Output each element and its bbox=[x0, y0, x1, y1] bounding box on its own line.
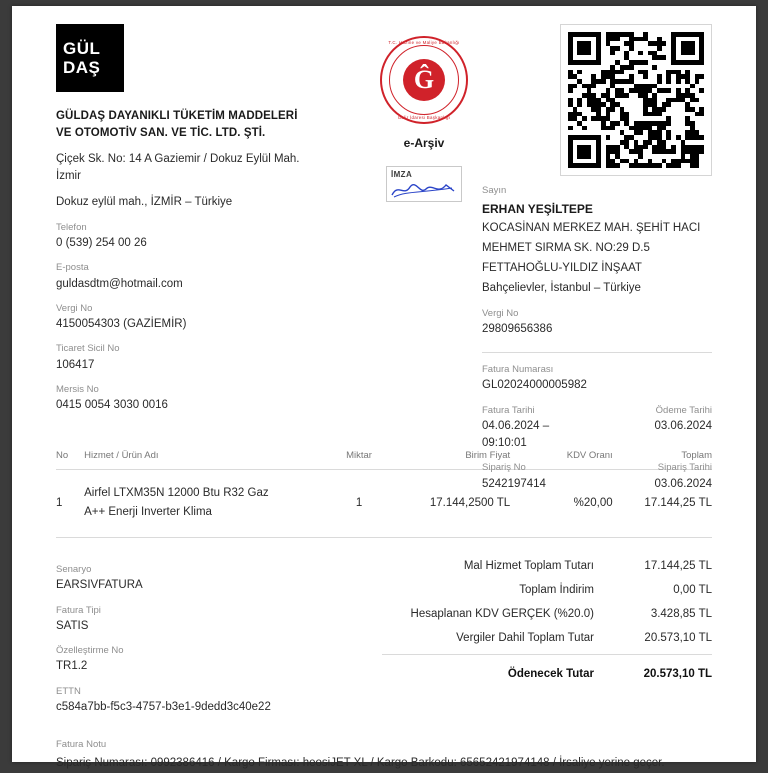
invoice-date-value: 04.06.2024 – 09:10:01 bbox=[482, 419, 550, 449]
payment-date-field bbox=[597, 404, 712, 453]
signature-scribble-icon bbox=[390, 179, 456, 199]
buyer-address-line-2: MEHMET SIRMA SK. NO:29 D.5 bbox=[482, 242, 650, 255]
earsiv-caption: e-Arşiv bbox=[403, 136, 445, 150]
cell-name-line-2: A++ Enerji Inverter Klima bbox=[84, 505, 212, 518]
col-header-qty: Miktar bbox=[322, 450, 396, 470]
cell-name-line-1: Airfel LTXM35N 12000 Btu R32 Gaz bbox=[84, 487, 269, 500]
customization-label: Özelleştirme No bbox=[56, 645, 124, 657]
invoice-meta-block bbox=[56, 554, 356, 716]
invoice-number-value: GL02024000005982 bbox=[482, 379, 587, 392]
seller-address-line-2: Dokuz eylül mah., İZMİR – Türkiye bbox=[56, 196, 233, 209]
invoice-note-text: Sipariş Numarası: 0992386416 / Kargo Firması: heosiJET XL / Kargo Barkodu: 65652421974148 / İrsaliye yerine geçer. bbox=[56, 757, 665, 770]
invoice-type-value: SATIS bbox=[56, 619, 89, 632]
customization-field bbox=[56, 644, 356, 676]
col-header-unit-price: Birim Fiyat bbox=[396, 450, 510, 470]
buyer-name: ERHAN YEŞİLTEPE bbox=[482, 202, 593, 217]
order-date-label: Sipariş Tarihi bbox=[657, 462, 712, 474]
total-row-goods bbox=[382, 554, 712, 578]
invoice-page bbox=[12, 6, 756, 770]
cell-no: 1 bbox=[56, 470, 84, 538]
seal-arc-bottom-text: Gelir İdaresi Başkanlığı bbox=[397, 115, 451, 120]
seller-mersis-field bbox=[56, 383, 306, 415]
scenario-value: EARSIVFATURA bbox=[56, 579, 143, 592]
seller-trade-registry-value: 106417 bbox=[56, 358, 95, 371]
customization-value: TR1.2 bbox=[56, 660, 88, 673]
seal-center-glyph: Ĝ bbox=[403, 59, 445, 101]
scenario-label: Senaryo bbox=[56, 564, 92, 576]
earsiv-block bbox=[324, 24, 524, 202]
signature-label: İMZA bbox=[391, 170, 413, 179]
total-row-with-tax bbox=[382, 626, 712, 650]
total-label-goods: Mal Hizmet Toplam Tutarı bbox=[463, 560, 594, 573]
order-row bbox=[482, 461, 712, 493]
qr-code bbox=[560, 24, 712, 176]
seller-mersis-value: 0415 0054 3030 0016 bbox=[56, 399, 168, 412]
total-label-vat: Hesaplanan KDV GERÇEK (%20.0) bbox=[410, 608, 594, 621]
seller-name: GÜLDAŞ DAYANIKLI TÜKETİM MADDELERİ VE OTOMOTİV SAN. VE TİC. LTD. ŞTİ. bbox=[56, 110, 298, 140]
total-value-vat: 3.428,85 TL bbox=[650, 608, 712, 621]
seller-trade-registry-label: Ticaret Sicil No bbox=[56, 343, 120, 355]
gib-seal-icon bbox=[380, 36, 468, 124]
scenario-field bbox=[56, 563, 356, 595]
buyer-tax-label: Vergi No bbox=[482, 307, 519, 319]
seller-mersis-label: Mersis No bbox=[56, 383, 99, 395]
seller-tax-label: Vergi No bbox=[56, 302, 93, 314]
invoice-dates-row bbox=[482, 404, 712, 453]
buyer-tax-field bbox=[482, 307, 712, 339]
totals-divider bbox=[382, 654, 712, 655]
cell-unit-price: 17.144,2500 TL bbox=[396, 470, 510, 538]
seller-phone-value: 0 (539) 254 00 26 bbox=[56, 237, 147, 250]
totals-block bbox=[382, 554, 712, 686]
ettn-value: c584a7bb-f5c3-4757-b3e1-9dedd3c40e22 bbox=[56, 700, 271, 713]
order-no-value: 5242197414 bbox=[482, 477, 546, 490]
seller-email-label: E-posta bbox=[56, 262, 89, 274]
invoice-date-field bbox=[482, 404, 597, 453]
order-date-field bbox=[597, 461, 712, 493]
qr-block bbox=[542, 24, 712, 176]
total-value-with-tax: 20.573,10 TL bbox=[644, 632, 712, 645]
total-row-discount bbox=[382, 578, 712, 602]
buyer-address-line-4: Bahçelievler, İstanbul – Türkiye bbox=[482, 281, 641, 294]
buyer-tax-value: 29809656386 bbox=[482, 322, 553, 335]
buyer-salutation-label: Sayın bbox=[482, 185, 507, 196]
col-header-vat-rate: KDV Oranı bbox=[510, 450, 612, 470]
seller-trade-registry-field bbox=[56, 342, 306, 374]
invoice-number-field bbox=[482, 363, 712, 395]
buyer-address-line-3: FETTAHOĞLU-YILDIZ İNŞAAT bbox=[482, 261, 642, 274]
seller-tax-field bbox=[56, 302, 306, 334]
invoice-note-block bbox=[56, 738, 712, 773]
order-no-label: Sipariş No bbox=[482, 462, 526, 474]
buyer-address-line-1: KOCASİNAN MERKEZ MAH. ŞEHİT HACI bbox=[482, 222, 701, 235]
signature-stamp bbox=[386, 166, 462, 202]
cell-name bbox=[84, 470, 322, 538]
cell-qty: 1 bbox=[322, 470, 396, 538]
logo-line-1: GÜL bbox=[63, 38, 101, 58]
seller-email-field bbox=[56, 261, 306, 293]
col-header-name: Hizmet / Ürün Adı bbox=[84, 450, 322, 470]
seller-email-value: guldasdtm@hotmail.com bbox=[56, 277, 183, 290]
total-row-vat bbox=[382, 602, 712, 626]
ettn-field bbox=[56, 685, 356, 717]
total-label-with-tax: Vergiler Dahil Toplam Tutar bbox=[456, 632, 594, 645]
order-no-field bbox=[482, 461, 597, 493]
logo-line-2: DAŞ bbox=[63, 58, 101, 77]
payment-date-label: Ödeme Tarihi bbox=[655, 404, 712, 416]
payment-date-value: 03.06.2024 bbox=[654, 419, 712, 432]
seal-arc-top-text: T.C. Hazine ve Maliye Bakanlığı bbox=[388, 40, 460, 45]
cell-total: 17.144,25 TL bbox=[613, 470, 712, 538]
total-value-discount: 0,00 TL bbox=[673, 584, 712, 597]
col-header-no: No bbox=[56, 450, 84, 470]
seller-phone-label: Telefon bbox=[56, 221, 87, 233]
invoice-type-field bbox=[56, 604, 356, 636]
seller-block bbox=[56, 24, 306, 414]
seller-address-line-1: Çiçek Sk. No: 14 A Gaziemir / Dokuz Eylül Mah. İzmir bbox=[56, 152, 300, 183]
cell-vat-rate: %20,00 bbox=[510, 470, 612, 538]
order-date-value: 03.06.2024 bbox=[654, 477, 712, 490]
invoice-date-label: Fatura Tarihi bbox=[482, 404, 535, 416]
ettn-label: ETTN bbox=[56, 685, 81, 697]
invoice-type-label: Fatura Tipi bbox=[56, 604, 101, 616]
total-row-due bbox=[382, 659, 712, 686]
seller-phone-field bbox=[56, 221, 306, 253]
buyer-divider bbox=[482, 352, 712, 353]
summary-section bbox=[56, 554, 712, 716]
invoice-number-label: Fatura Numarası bbox=[482, 364, 554, 375]
total-value-goods: 17.144,25 TL bbox=[644, 560, 712, 573]
total-label-discount: Toplam İndirim bbox=[519, 584, 594, 597]
invoice-note-label: Fatura Notu bbox=[56, 739, 107, 751]
buyer-block bbox=[482, 184, 712, 493]
total-label-due: Ödenecek Tutar bbox=[507, 668, 594, 681]
seller-tax-value: 4150054303 (GAZİEMİR) bbox=[56, 318, 187, 331]
total-value-due: 20.573,10 TL bbox=[643, 668, 712, 681]
company-logo bbox=[56, 24, 124, 92]
col-header-total: Toplam bbox=[613, 450, 712, 470]
